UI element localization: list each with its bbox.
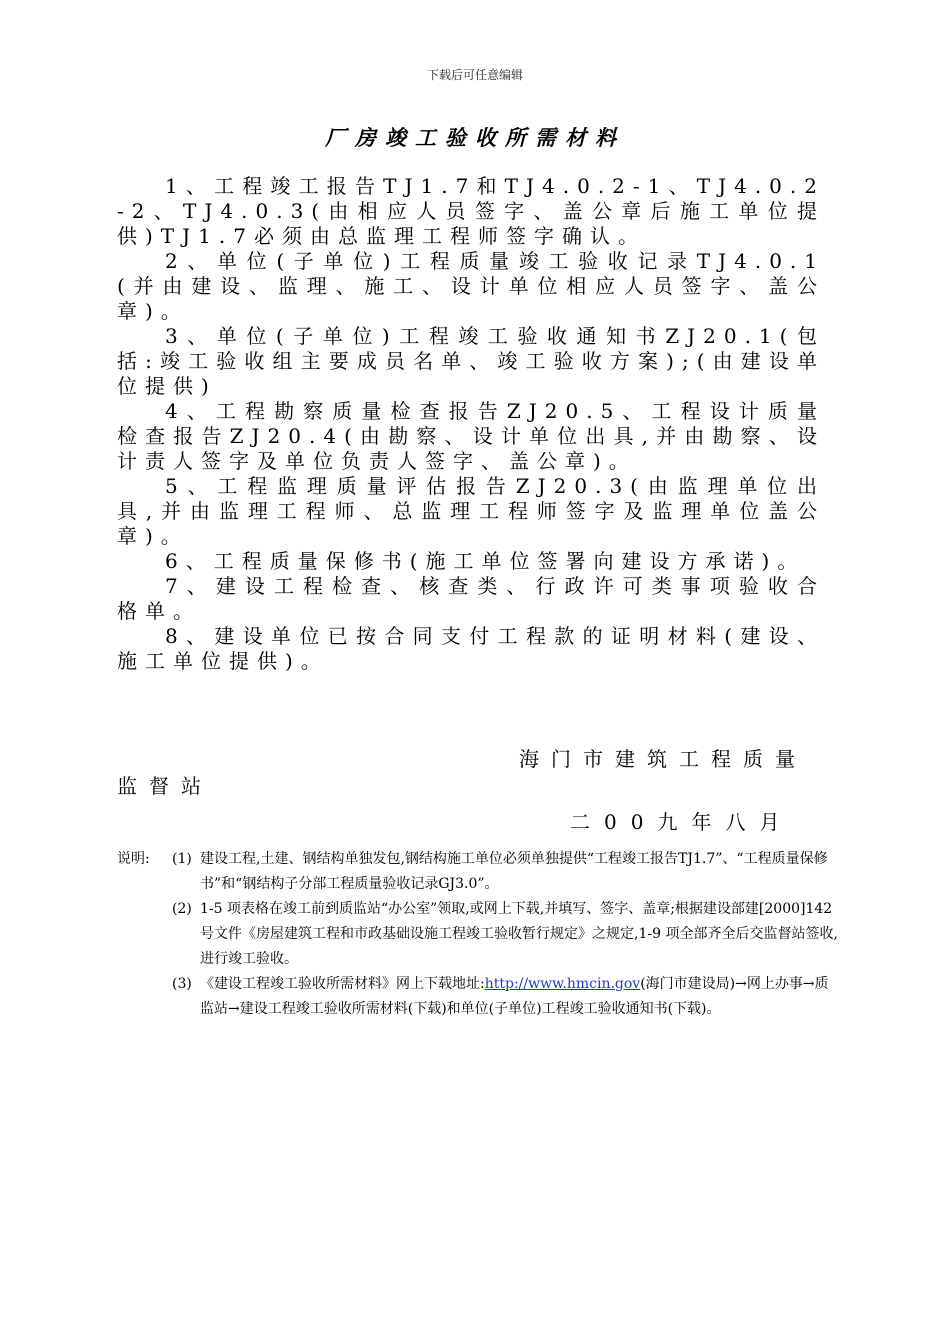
note-item [117,847,839,897]
note-text: 1-5 项表格在竣工前到质监站“办公室”领取,或网上下载,并填写、签字、盖章;根据建设部建[2000]142 号文件《房屋建筑工程和市政基础设施工程竣工验收暂行规定》之规定,1-9 项全部齐全后交监督站签收,进行竣工验收。 [200,901,838,967]
list-item: 2、单位(子单位)工程质量竣工验收记录TJ4.0.1(并由建设、监理、施工、设计单位相应人员签字、盖公章)。 [117,249,825,323]
list-item: 3、单位(子单位)工程竣工验收通知书ZJ20.1(包括:竣工验收组主要成员名单、竣工验收方案);(由建设单位提供) [117,324,825,398]
signature-block [117,746,825,835]
note-text-after-link: (海门市建设局)→网上办事→质监站→建设工程竣工验收所需材料(下载)和单位(子单位)工程竣工验收通知书(下载)。 [200,976,829,1017]
list-item: 4、工程勘察质量检查报告ZJ20.5、工程设计质量检查报告ZJ20.4(由勘察、设计单位出具,并由勘察、设计责人签字及单位负责人签字、盖公章)。 [117,399,825,473]
list-item: 1、工程竣工报告TJ1.7和TJ4.0.2-1、TJ4.0.2-2、TJ4.0.3(由相应人员签字、盖公章后施工单位提供)TJ1.7必须由总监理工程师签字确认。 [117,174,825,248]
note-number: (2) [172,901,192,917]
issuing-organization: 海门市建筑工程质量监督站 [117,747,807,798]
note-number: (3) [172,976,192,992]
notes-section [117,847,839,1022]
note-item [117,897,839,972]
header-note: 下载后可任意编辑 [426,68,523,82]
list-item: 8、建设单位已按合同支付工程款的证明材料(建设、施工单位提供)。 [117,624,825,673]
list-item: 6、工程质量保修书(施工单位签署向建设方承诺)。 [165,549,806,573]
note-text: 建设工程,土建、钢结构单独发包,钢结构施工单位必须单独提供“工程竣工报告TJ1.7”、“工程质量保修书”和“钢结构子分部工程质量验收记录GJ3.0”。 [200,851,828,892]
materials-list [117,174,825,674]
document-title: 厂房竣工验收所需材料 [325,125,625,150]
note-item [117,972,839,1022]
list-item: 5、工程监理质量评估报告ZJ20.3(由监理单位出具,并由监理工程师、总监理工程师签字及监理单位盖公章)。 [117,474,825,548]
note-text-before-link: 《建设工程竣工验收所需材料》网上下载地址: [200,976,485,992]
notes-label: 说明: [117,851,150,867]
list-item: 7、建设工程检查、核查类、行政许可类事项验收合格单。 [117,574,825,623]
download-link[interactable]: http://www.hmcin.gov [484,976,641,992]
note-number: (1) [172,851,192,867]
issue-date: 二00九年八月 [570,810,794,834]
note-text [200,972,839,1022]
